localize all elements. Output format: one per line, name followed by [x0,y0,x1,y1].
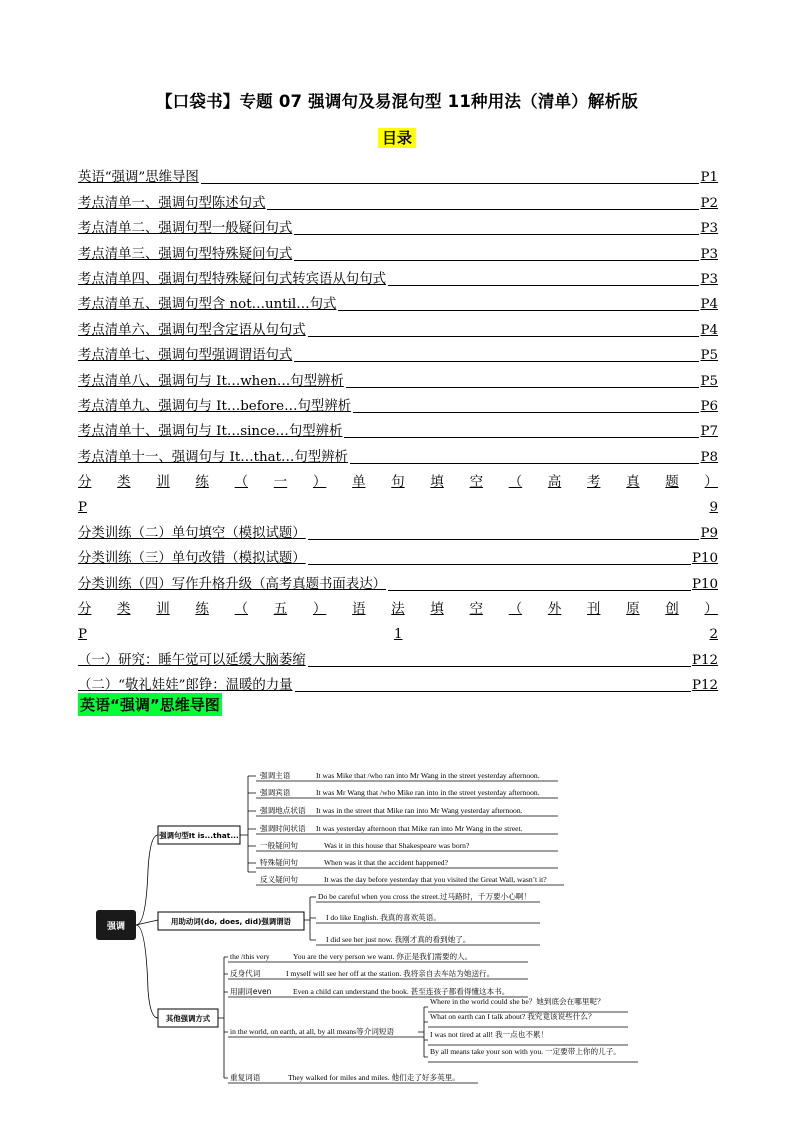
toc-char: 刊 [587,602,601,618]
toc-char: 9 [709,500,718,516]
toc-char: 空 [469,602,483,618]
toc-char: 创 [665,602,679,618]
toc-entry-text: 考点清单八、强调句与 It…when…句型辨析 [78,373,344,389]
toc-entry-text: （一）研究：睡午觉可以延缓大脑萎缩 [78,652,306,668]
toc-char: 类 [117,602,131,618]
toc-char: 一 [273,475,288,491]
toc-entry[interactable] [78,669,718,694]
mindmap-b2-item: I do like English. 我真的喜欢英语。 [326,913,441,922]
mindmap-b1-key: 强调宾语 [260,788,291,797]
mindmap-b1-key: 反义疑问句 [260,875,298,884]
toc-entry-text: 考点清单二、强调句型一般疑问句式 [78,221,293,237]
toc-entry-text: 考点清单六、强调句型含定语从句句式 [78,322,306,338]
toc-char: 训 [156,475,170,491]
toc-entry-page: P10 [691,576,718,592]
mindmap-b3-key: 反身代词 [230,969,261,978]
toc-entry[interactable] [78,364,718,389]
toc-entry-text: 考点清单十、强调句与 It…since…句型辨析 [78,424,343,440]
toc-entry-text: 考点清单三、强调句型特殊疑问句式 [78,246,293,262]
toc-char: 法 [391,602,405,618]
toc-char: （ [234,475,249,491]
toc-char: ） [704,475,718,491]
mindmap-b3-example: What on earth can I talk about? 我究竟该说些什么？ [430,1012,596,1021]
toc-char: 空 [469,475,483,491]
toc-entry-page: P10 [691,551,718,567]
toc-heading: 目录 [0,127,794,148]
toc-leader [388,590,691,591]
mindmap-b3-example: By all means take your son with you. 一定要带上你的儿子。 [430,1047,621,1056]
toc-entry[interactable] [78,415,718,440]
toc-entry-page: P2 [700,195,718,211]
toc-entry-text: 考点清单九、强调句与 It…before…句型辨析 [78,398,352,414]
toc-entry-text: 考点清单五、强调句型含 not…until…句式 [78,297,337,313]
table-of-contents [78,161,718,694]
toc-leader [295,691,691,692]
toc-entry-text: 考点清单十一、强调句与 It…that…句型辨析 [78,449,348,465]
mindmap-b1-example: It was the day before yesterday that you visited the Great Wall, wasn’t it? [324,875,547,884]
mindmap-b2-item: Do be careful when you cross the street.过马路时，千万要小心啊！ [318,892,532,901]
mindmap-b3-key: in the world, on earth, at all, by all means等介词短语 [230,1027,395,1036]
toc-char: （ [508,602,523,618]
toc-entry-page: P9 [700,525,718,541]
toc-char: 真 [626,475,640,491]
toc-entry[interactable] [78,161,718,186]
toc-char: 分 [78,602,92,618]
toc-char: ） [312,602,327,618]
mindmap-b1-example: When was it that the accident happened? [324,858,448,867]
mindmap-b1-example: It was Mike that /who ran into Mr Wang in the street yesterday afternoon. [316,771,540,780]
toc-char: 填 [430,602,444,618]
mindmap-b3-key: 用副词even [230,987,272,996]
toc-char: 语 [352,602,366,618]
toc-char: ） [312,475,327,491]
toc-entry-page: P6 [700,398,718,414]
toc-entry-page: P12 [691,678,718,694]
toc-leader [294,234,699,235]
toc-char: P [78,627,88,643]
toc-char: 原 [626,602,640,618]
toc-entry-text: 考点清单七、强调句型强调谓语句式 [78,348,293,364]
toc-entry-page: P4 [700,322,718,338]
mindmap-b3-example: Where in the world could she be？她到底会在哪里呢？ [430,997,605,1006]
toc-entry[interactable] [78,516,718,541]
mindmap-branch-3-label: 其他强调方式 [165,1014,211,1023]
mindmap-b1-key: 强调主语 [260,771,291,780]
toc-entry-justified[interactable] [78,466,718,491]
toc-entry-text: 考点清单一、强调句型陈述句式 [78,195,266,211]
toc-entry-page: P8 [700,449,718,465]
toc-entry[interactable] [78,567,718,592]
mindmap-b3-example: I was not tired at all! 我一点也不累！ [430,1030,549,1039]
toc-entry[interactable] [78,542,718,567]
toc-entry-justified[interactable] [78,491,718,516]
toc-entry-text: 考点清单四、强调句型特殊疑问句式转宾语从句句式 [78,271,386,287]
mindmap-b3-example: I myself will see her off at the station. 我将亲自去车站为她送行。 [286,969,495,978]
toc-char: 分 [78,475,92,491]
toc-char: 类 [117,475,131,491]
toc-char: 考 [587,475,601,491]
toc-leader [267,209,699,210]
toc-char: 练 [195,602,209,618]
toc-entry[interactable] [78,237,718,262]
toc-leader [294,260,699,261]
toc-entry-justified[interactable] [78,618,718,643]
toc-entry[interactable] [78,288,718,313]
mindmap-b1-example: It was in the street that Mike ran into Mr Wang yesterday afternoon. [316,806,523,815]
toc-char: 句 [391,475,405,491]
document-title: 【口袋书】专题 07 强调句及易混句型 11种用法（清单）解析版 [155,92,639,111]
toc-entry[interactable] [78,390,718,415]
mindmap-b2-item: I did see her just now. 我刚才真的看到她了。 [326,935,471,944]
toc-char: （ [508,475,523,491]
toc-entry[interactable] [78,186,718,211]
section-heading: 英语“强调”思维导图 [78,693,222,716]
toc-entry[interactable] [78,212,718,237]
toc-entry[interactable] [78,440,718,465]
toc-leader [388,285,699,286]
mindmap-b3-key: the /this very [230,952,270,961]
toc-char: 训 [156,602,170,618]
toc-leader [308,564,691,565]
toc-char: 练 [195,475,209,491]
mindmap-b3-example: They walked for miles and miles. 他们走了好多英里。 [288,1073,460,1082]
toc-entry-page: P4 [700,297,718,313]
mindmap-b1-key: 一般疑问句 [260,841,298,850]
mindmap-root-label: 强调 [106,922,126,932]
toc-char: P [78,500,88,516]
toc-leader [350,463,700,464]
toc-entry-text: 分类训练（三）单句改错（模拟试题） [78,551,306,567]
toc-char: 题 [665,475,679,491]
toc-leader [308,666,691,667]
toc-entry-page: P5 [700,373,718,389]
toc-entry-justified[interactable] [78,593,718,618]
toc-entry-page: P3 [700,271,718,287]
toc-entry-page: P7 [700,424,718,440]
toc-entry-text: 分类训练（四）写作升格升级（高考真题书面表达） [78,576,386,592]
toc-entry[interactable] [78,313,718,338]
toc-entry-page: P5 [700,348,718,364]
mindmap-b1-key: 特殊疑问句 [260,858,298,867]
toc-char: 填 [430,475,444,491]
toc-entry-page: P3 [700,246,718,262]
mindmap-branch-1-label: 强调句型It is...that... [159,831,239,840]
mindmap-branch-2-label: 用助动词(do, does, did)强调谓语 [171,917,291,926]
toc-char: 2 [709,627,718,643]
mindmap [88,760,648,1090]
toc-leader [308,336,700,337]
toc-char: 外 [547,602,562,618]
toc-entry[interactable] [78,263,718,288]
toc-leader [344,437,699,438]
mindmap-b1-key: 强调时间状语 [260,824,306,833]
toc-char: 五 [273,602,288,618]
mindmap-b3-key: 重复词语 [230,1073,261,1082]
mindmap-b1-example: It was Mr Wang that /who Mike ran into in the street yesterday afternoon. [316,788,540,797]
toc-entry-page: P12 [691,652,718,668]
toc-entry[interactable] [78,339,718,364]
toc-entry-page: P3 [700,221,718,237]
mindmap-b3-example: You are the very person we want. 你正是我们需要的人。 [293,952,473,961]
toc-leader [346,387,700,388]
toc-leader [308,539,700,540]
mindmap-b1-example: It was yesterday afternoon that Mike ran into Mr Wang in the street. [316,824,523,833]
toc-char: 高 [547,475,562,491]
toc-char: ） [704,602,718,618]
toc-char: 单 [352,475,366,491]
toc-entry-text: 分类训练（二）单句填空（模拟试题） [78,525,306,541]
toc-char: 1 [393,627,403,643]
toc-char: （ [234,602,249,618]
mindmap-b3-example: Even a child can understand the book. 甚至连孩子都看得懂这本书。 [293,987,510,996]
toc-leader [294,361,699,362]
toc-entry-text: 英语“强调”思维导图 [78,170,199,186]
toc-leader [338,310,699,311]
toc-entry[interactable] [78,643,718,668]
toc-leader [201,183,700,184]
toc-leader [353,412,699,413]
toc-entry-text: （二）“敬礼娃娃”郎铮：温暖的力量 [78,678,293,694]
toc-entry-page: P1 [700,170,718,186]
mindmap-b1-example: Was it in this house that Shakespeare was born? [324,841,470,850]
mindmap-b1-key: 强调地点状语 [260,806,306,815]
